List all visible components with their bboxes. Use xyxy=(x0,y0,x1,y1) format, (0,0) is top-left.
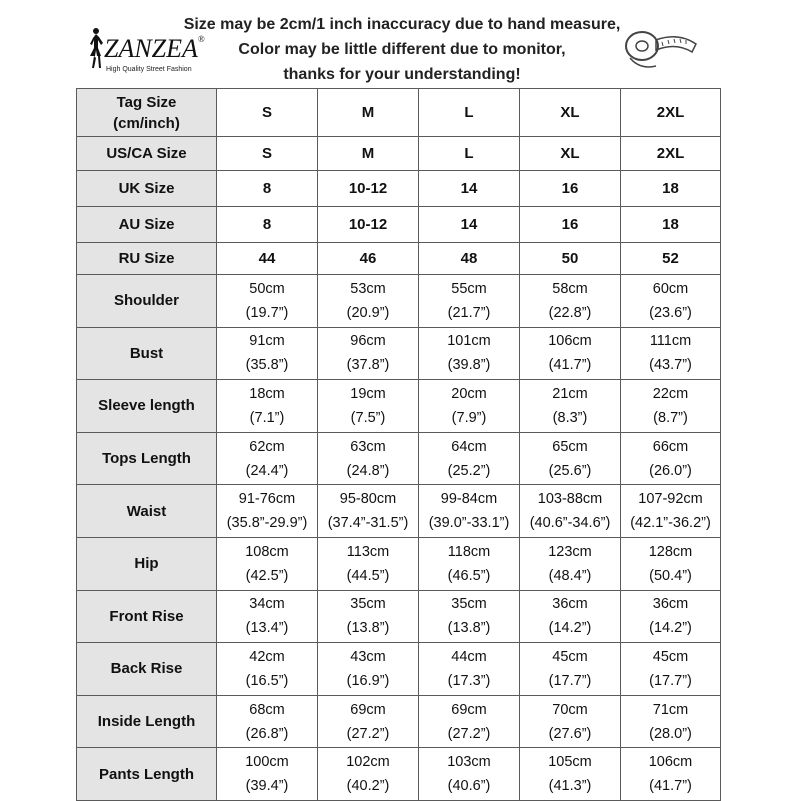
measure-cm: 100cm xyxy=(245,754,289,771)
measure-cell xyxy=(621,327,721,380)
measure-cell xyxy=(520,748,621,801)
measure-cell xyxy=(520,380,621,433)
woman-silhouette-icon xyxy=(84,26,106,72)
measure-row xyxy=(77,485,721,538)
measure-cm: 102cm xyxy=(346,754,390,771)
measure-cell xyxy=(318,537,419,590)
measure-inch: (42.5”) xyxy=(245,567,289,584)
measure-cm: 70cm xyxy=(552,701,588,718)
measure-cm: 113cm xyxy=(346,543,390,560)
measure-cell xyxy=(621,275,721,328)
measure-cell xyxy=(419,643,520,696)
measure-row xyxy=(77,432,721,485)
measure-cm: 66cm xyxy=(652,438,689,455)
measure-cm: 123cm xyxy=(548,543,592,560)
measure-inch: (13.8”) xyxy=(346,620,390,637)
measure-cell xyxy=(621,748,721,801)
measure-cm: 36cm xyxy=(652,596,689,613)
measure-inch: (14.2”) xyxy=(649,620,692,637)
measure-inch: (40.6”-34.6”) xyxy=(529,515,611,532)
measure-inch: (13.4”) xyxy=(245,620,289,637)
measure-cell xyxy=(419,748,520,801)
measure-cm: 60cm xyxy=(652,280,689,297)
measure-inch: (27.2”) xyxy=(447,725,491,742)
measure-cm: 106cm xyxy=(648,754,693,771)
measure-cell xyxy=(520,485,621,538)
row-label xyxy=(77,89,217,137)
measure-cell xyxy=(318,590,419,643)
size-cell: 8 xyxy=(217,207,318,243)
measure-cell xyxy=(217,485,318,538)
row-label: Hip xyxy=(77,537,217,590)
measure-cm: 65cm xyxy=(552,438,588,455)
measure-inch: (48.4”) xyxy=(548,567,592,584)
measure-cm: 22cm xyxy=(652,385,689,402)
measure-cm: 36cm xyxy=(552,596,588,613)
measure-cell xyxy=(217,432,318,485)
measure-inch: (24.8”) xyxy=(346,462,390,479)
measure-cm: 20cm xyxy=(451,385,487,402)
measure-cell xyxy=(217,695,318,748)
measure-cm: 95-80cm xyxy=(339,491,397,508)
measure-cell xyxy=(419,275,520,328)
measure-cm: 43cm xyxy=(350,648,386,665)
row-label: Tops Length xyxy=(77,432,217,485)
measure-cm: 68cm xyxy=(249,701,285,718)
measure-inch: (16.5”) xyxy=(245,672,289,689)
measure-inch: (37.4”-31.5”) xyxy=(327,515,409,532)
measure-cell xyxy=(419,485,520,538)
measure-row xyxy=(77,537,721,590)
measure-inch: (22.8”) xyxy=(548,304,592,321)
measure-cm: 91-76cm xyxy=(238,491,296,508)
measure-inch: (35.8”) xyxy=(245,357,289,374)
measure-inch: (20.9”) xyxy=(346,304,390,321)
measure-cell xyxy=(318,380,419,433)
measure-row xyxy=(77,380,721,433)
measure-inch: (23.6”) xyxy=(649,304,692,321)
measure-inch: (16.9”) xyxy=(346,672,390,689)
row-label: Pants Length xyxy=(77,748,217,801)
measure-cm: 106cm xyxy=(548,333,592,350)
measure-inch: (25.6”) xyxy=(548,462,592,479)
measure-cell xyxy=(621,380,721,433)
measure-inch: (26.0”) xyxy=(649,462,692,479)
measure-inch: (42.1”-36.2”) xyxy=(630,515,711,532)
measure-cm: 64cm xyxy=(451,438,487,455)
measure-cm: 42cm xyxy=(249,648,285,665)
size-cell: 52 xyxy=(621,243,721,275)
measure-inch: (26.8”) xyxy=(245,725,289,742)
row-label-line: UK Size xyxy=(118,180,175,197)
measure-inch: (41.7”) xyxy=(548,357,592,374)
size-cell: 2XL xyxy=(621,137,721,171)
measure-cm: 19cm xyxy=(350,385,386,402)
row-label: Inside Length xyxy=(77,695,217,748)
measure-cm: 91cm xyxy=(249,333,285,350)
measure-cell xyxy=(520,590,621,643)
measure-row xyxy=(77,643,721,696)
measure-inch: (41.3”) xyxy=(548,778,592,795)
measure-cell xyxy=(318,327,419,380)
notice-line: Size may be 2cm/1 inch inaccuracy due to hand measure, xyxy=(183,16,621,33)
measure-cm: 71cm xyxy=(652,701,689,718)
measure-cell xyxy=(520,695,621,748)
size-cell: 18 xyxy=(621,171,721,207)
size-cell: 16 xyxy=(520,207,621,243)
measure-inch: (17.7”) xyxy=(548,672,592,689)
measure-cell xyxy=(318,275,419,328)
size-cell: 48 xyxy=(419,243,520,275)
measure-cell xyxy=(318,643,419,696)
measure-inch: (40.2”) xyxy=(346,778,390,795)
measure-cm: 111cm xyxy=(649,333,692,350)
measure-cell xyxy=(217,537,318,590)
measure-inch: (50.4”) xyxy=(649,567,692,584)
row-label: Shoulder xyxy=(77,275,217,328)
measure-cell xyxy=(520,275,621,328)
measure-inch: (35.8”-29.9”) xyxy=(226,515,308,532)
measure-cell xyxy=(217,380,318,433)
row-label: Back Rise xyxy=(77,643,217,696)
measure-cell xyxy=(318,485,419,538)
measure-cell xyxy=(419,695,520,748)
size-cell: 8 xyxy=(217,171,318,207)
measure-cell xyxy=(419,432,520,485)
measure-row xyxy=(77,590,721,643)
measure-cm: 96cm xyxy=(350,333,386,350)
size-chart-table xyxy=(76,88,721,801)
size-cell: 16 xyxy=(520,171,621,207)
measure-inch: (39.8”) xyxy=(447,357,491,374)
size-cell: 10-12 xyxy=(318,171,419,207)
measure-cm: 62cm xyxy=(249,438,285,455)
measure-row xyxy=(77,275,721,328)
size-cell: 14 xyxy=(419,207,520,243)
measure-inch: (14.2”) xyxy=(548,620,592,637)
row-label: Front Rise xyxy=(77,590,217,643)
measure-inch: (27.2”) xyxy=(346,725,390,742)
row-label-line: Tag Size xyxy=(116,93,177,111)
measure-cm: 55cm xyxy=(451,280,487,297)
measure-cell xyxy=(520,432,621,485)
measure-inch: (39.0”-33.1”) xyxy=(428,515,510,532)
row-label-line: RU Size xyxy=(118,250,175,267)
measure-cell xyxy=(520,327,621,380)
measure-inch: (28.0”) xyxy=(649,725,692,742)
row-label-line: AU Size xyxy=(118,216,175,233)
measure-row xyxy=(77,748,721,801)
brand-tagline: High Quality Street Fashion xyxy=(106,66,192,73)
row-label: Sleeve length xyxy=(77,380,217,433)
measure-cell xyxy=(318,432,419,485)
size-cell: 46 xyxy=(318,243,419,275)
measure-cell xyxy=(621,643,721,696)
measure-cm: 101cm xyxy=(447,333,491,350)
measure-inch: (44.5”) xyxy=(346,567,390,584)
size-row xyxy=(77,137,721,171)
row-label-line: US/CA Size xyxy=(106,145,187,162)
row-label: Waist xyxy=(77,485,217,538)
measure-cell xyxy=(217,275,318,328)
measure-inch: (7.1”) xyxy=(249,409,285,426)
measure-cell xyxy=(318,748,419,801)
size-row xyxy=(77,89,721,137)
size-cell: M xyxy=(318,137,419,171)
measure-cm: 103cm xyxy=(447,754,491,771)
size-cell: 14 xyxy=(419,171,520,207)
measure-inch: (46.5”) xyxy=(447,567,491,584)
measure-cm: 103-88cm xyxy=(537,491,603,508)
measure-cm: 118cm xyxy=(447,543,491,560)
size-cell: 2XL xyxy=(621,89,721,137)
measure-cell xyxy=(419,590,520,643)
measure-inch: (43.7”) xyxy=(649,357,692,374)
measure-cell xyxy=(217,748,318,801)
measure-inch: (39.4”) xyxy=(245,778,289,795)
measure-cm: 50cm xyxy=(249,280,285,297)
size-row xyxy=(77,171,721,207)
size-row xyxy=(77,243,721,275)
size-cell: S xyxy=(217,137,318,171)
size-cell: 50 xyxy=(520,243,621,275)
measure-cm: 107-92cm xyxy=(638,491,703,508)
measure-cm: 34cm xyxy=(249,596,285,613)
measure-cm: 63cm xyxy=(350,438,386,455)
size-cell: S xyxy=(217,89,318,137)
row-label xyxy=(77,171,217,207)
measure-cell xyxy=(621,432,721,485)
measure-cm: 44cm xyxy=(451,648,487,665)
measure-cell xyxy=(520,643,621,696)
measure-cell xyxy=(621,537,721,590)
row-label: Bust xyxy=(77,327,217,380)
measure-cell xyxy=(217,643,318,696)
measure-cm: 35cm xyxy=(350,596,386,613)
row-label xyxy=(77,207,217,243)
measure-inch: (40.6”) xyxy=(447,778,491,795)
measure-cm: 69cm xyxy=(451,701,487,718)
measure-cm: 18cm xyxy=(249,385,285,402)
measure-inch: (17.7”) xyxy=(649,672,692,689)
size-cell: 18 xyxy=(621,207,721,243)
measure-cell xyxy=(217,327,318,380)
size-cell: L xyxy=(419,137,520,171)
measure-cell xyxy=(419,537,520,590)
measure-inch: (7.9”) xyxy=(451,409,487,426)
measure-inch: (21.7”) xyxy=(447,304,491,321)
notice-line: thanks for your understanding! xyxy=(283,66,521,83)
measure-row xyxy=(77,695,721,748)
size-cell: XL xyxy=(520,89,621,137)
size-cell: 44 xyxy=(217,243,318,275)
notice-line: Color may be little different due to monitor, xyxy=(238,41,566,58)
measure-cm: 53cm xyxy=(350,280,386,297)
size-cell: L xyxy=(419,89,520,137)
measuring-tape-icon xyxy=(620,22,700,77)
measure-cm: 21cm xyxy=(552,385,588,402)
measure-inch: (8.7”) xyxy=(653,409,688,426)
measure-cm: 58cm xyxy=(552,280,588,297)
notice-text xyxy=(182,12,622,87)
measure-cm: 35cm xyxy=(451,596,487,613)
measure-cm: 45cm xyxy=(652,648,689,665)
measure-cell xyxy=(217,590,318,643)
measure-cell xyxy=(419,327,520,380)
row-label xyxy=(77,243,217,275)
measure-inch: (25.2”) xyxy=(447,462,491,479)
brand-name: ZANZEA® xyxy=(104,34,205,63)
measure-cell xyxy=(621,485,721,538)
size-row xyxy=(77,207,721,243)
measure-cell xyxy=(621,695,721,748)
row-label-line: (cm/inch) xyxy=(113,114,180,132)
size-cell: M xyxy=(318,89,419,137)
measure-inch: (8.3”) xyxy=(552,409,588,426)
measure-inch: (13.8”) xyxy=(447,620,491,637)
measure-cm: 45cm xyxy=(552,648,588,665)
measure-inch: (19.7”) xyxy=(245,304,289,321)
measure-cm: 99-84cm xyxy=(440,491,498,508)
measure-cm: 105cm xyxy=(548,754,592,771)
measure-cm: 128cm xyxy=(648,543,693,560)
measure-inch: (17.3”) xyxy=(447,672,491,689)
measure-cm: 69cm xyxy=(350,701,386,718)
measure-cell xyxy=(621,590,721,643)
measure-inch: (24.4”) xyxy=(245,462,289,479)
measure-inch: (37.8”) xyxy=(346,357,390,374)
size-cell: XL xyxy=(520,137,621,171)
header xyxy=(0,0,800,88)
measure-inch: (27.6”) xyxy=(548,725,592,742)
measure-row xyxy=(77,327,721,380)
measure-inch: (7.5”) xyxy=(350,409,386,426)
row-label xyxy=(77,137,217,171)
size-cell: 10-12 xyxy=(318,207,419,243)
measure-cm: 108cm xyxy=(245,543,289,560)
measure-inch: (41.7”) xyxy=(649,778,692,795)
measure-cell xyxy=(419,380,520,433)
measure-cell xyxy=(520,537,621,590)
measure-cell xyxy=(318,695,419,748)
